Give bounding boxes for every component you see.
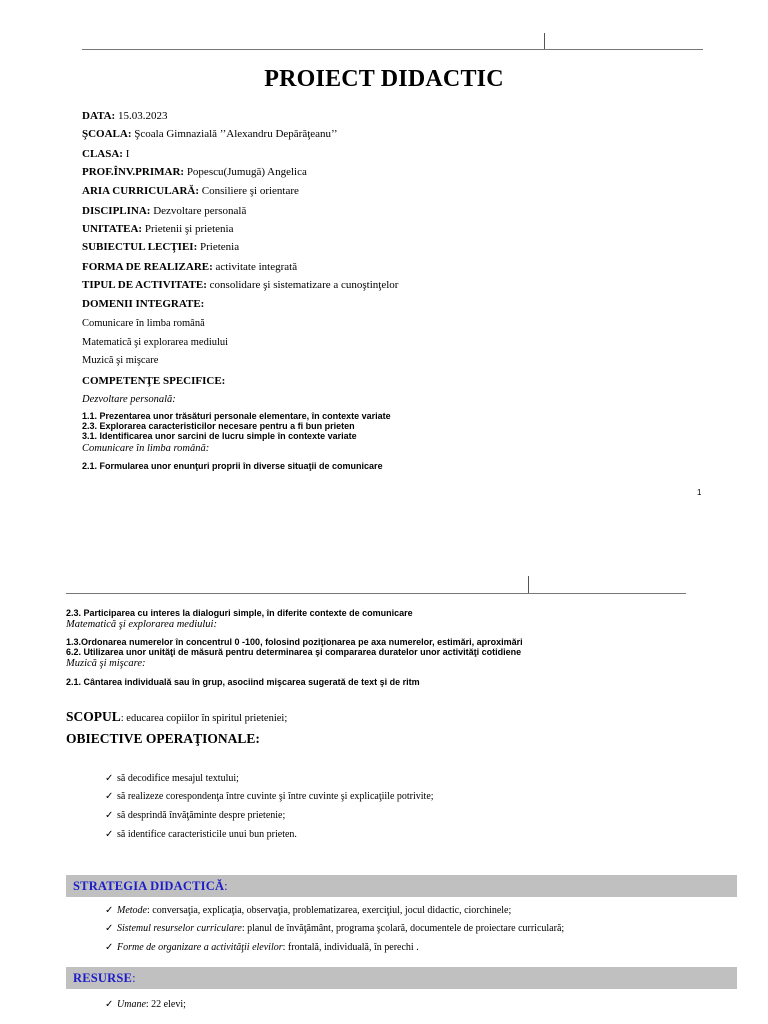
field-forma: [82, 260, 297, 274]
field-label: DATA:: [82, 110, 116, 122]
field-value: Prietenia: [197, 241, 240, 253]
check-icon: ✓: [105, 791, 114, 802]
field-label: DISCIPLINA:: [82, 205, 151, 217]
field-value: Popescu(Jumugă) Angelica: [184, 166, 307, 178]
list-item: [105, 809, 285, 822]
list-item-text: : conversaţia, explicaţia, observaţia, problematizarea, exerciţiul, jocul didactic, ciorchinele;: [147, 905, 512, 916]
list-item-label: Metode: [117, 905, 147, 916]
list-item-text: să identifice caracteristicile unui bun prieten.: [117, 829, 297, 840]
field-label: SUBIECTUL LECŢIEI:: [82, 241, 198, 253]
list-item: [105, 922, 564, 935]
field-value: Şcoala Gimnazială ’’Alexandru Depărăţeanu’’: [131, 128, 338, 140]
field-label: PROF.ÎNV.PRIMAR:: [82, 166, 185, 178]
field-value: activitate integrată: [212, 261, 298, 273]
field-value: 15.03.2023: [115, 110, 168, 122]
competente-heading-text: COMPETENŢE SPECIFICE:: [82, 375, 226, 387]
header-rule-tick: [544, 33, 545, 49]
resurse-heading-text: RESURSE: [73, 971, 133, 985]
strategia-colon: :: [224, 879, 228, 893]
field-label: CLASA:: [82, 148, 123, 160]
field-value: consolidare şi sistematizare a cunoştinţelor: [206, 279, 399, 291]
list-item: [105, 828, 297, 841]
list-item-text: să desprindă învăţăminte despre prietenie;: [117, 810, 286, 821]
list-item-text: : frontală, individuală, în perechi .: [282, 942, 419, 953]
domenii-heading-text: DOMENII INTEGRATE:: [82, 298, 205, 310]
field-label: ARIA CURRICULARĂ:: [82, 185, 200, 197]
resurse-heading: [73, 971, 136, 986]
competenta-item: 2.3. Explorarea caracteristicilor necesare pentru a fi bun prieten: [82, 421, 355, 431]
field-clasa: [82, 147, 129, 161]
competenta-item: 2.1. Formularea unor enunţuri proprii în diverse situaţii de comunicare: [82, 461, 383, 471]
field-aria: [82, 184, 299, 198]
header-rule-2: [66, 593, 686, 594]
subsection-label: Muzică şi mişcare:: [66, 658, 146, 669]
list-item-text: să decodifice mesajul textului;: [117, 773, 239, 784]
domenii-item: Comunicare în limba română: [82, 318, 205, 329]
domenii-item: Matematică şi explorarea mediului: [82, 337, 229, 348]
field-label: UNITATEA:: [82, 223, 143, 235]
competenta-item: 3.1. Identificarea unor sarcini de lucru simple în contexte variate: [82, 431, 357, 441]
list-item-text: : planul de învăţământ, programa şcolară, documentele de proiectare curriculară;: [241, 923, 565, 934]
check-icon: ✓: [105, 905, 114, 916]
resurse-colon: :: [132, 971, 136, 985]
check-icon: ✓: [105, 999, 114, 1010]
competente-heading: [82, 374, 225, 388]
list-item-label: Sistemul resurselor curriculare: [117, 923, 242, 934]
competenta-item: 2.3. Participarea cu interes la dialoguri simple, în diferite contexte de comunicare: [66, 608, 413, 618]
field-value: Prietenii şi prietenia: [142, 223, 234, 235]
subsection-label: Dezvoltare personală:: [82, 394, 176, 405]
header-rule: [82, 49, 703, 50]
field-disciplina: [82, 204, 246, 218]
page-number: 1: [697, 488, 702, 497]
scop-label: SCOPUL: [66, 709, 121, 724]
field-label: FORMA DE REALIZARE:: [82, 261, 213, 273]
field-tipul: [82, 278, 398, 292]
list-item-label: Forme de organizare a activităţii elevilor: [117, 942, 283, 953]
resurse-band: [66, 967, 737, 989]
check-icon: ✓: [105, 923, 114, 934]
list-item: [105, 772, 239, 785]
field-unitatea: [82, 222, 233, 236]
list-item-label: Umane: [117, 999, 146, 1010]
list-item-text: să realizeze corespondenţa între cuvinte şi între cuvinte şi explicaţiile potrivite;: [117, 791, 434, 802]
field-value: Consiliere şi orientare: [199, 185, 299, 197]
competenta-item: 1.3.Ordonarea numerelor în concentrul 0 -100, folosind poziţionarea pe axa numerelor, estimări, aproximări: [66, 637, 523, 647]
strategia-heading: [73, 879, 228, 894]
field-value: I: [122, 148, 130, 160]
domenii-item: Muzică şi mişcare: [82, 355, 159, 366]
competenta-item: 6.2. Utilizarea unor unităţi de măsură pentru determinarea şi compararea duratelor unor activităţi cotidiene: [66, 647, 522, 657]
scop-line: [66, 710, 287, 726]
strategia-band: [66, 875, 737, 897]
check-icon: ✓: [105, 810, 114, 821]
subsection-label: Matematică şi explorarea mediului:: [66, 619, 217, 630]
list-item-text: : 22 elevi;: [145, 999, 186, 1010]
field-subiect: [82, 240, 239, 254]
field-label: ŞCOALA:: [82, 128, 132, 140]
domenii-heading: [82, 297, 204, 311]
competenta-item: 2.1. Cântarea individuală sau în grup, asociind mişcarea sugerată de text şi de ritm: [66, 677, 420, 687]
field-data: [82, 109, 167, 123]
field-label: TIPUL DE ACTIVITATE:: [82, 279, 207, 291]
list-item: [105, 790, 434, 803]
field-scoala: [82, 127, 338, 141]
header-rule-tick-2: [528, 576, 529, 593]
scop-text: : educarea copiilor în spiritul prieteniei;: [120, 713, 288, 724]
list-item: [105, 998, 186, 1011]
obiective-heading-text: OBIECTIVE OPERAŢIONALE:: [66, 731, 260, 746]
competenta-item: 1.1. Prezentarea unor trăsături personale elementare, în contexte variate: [82, 411, 391, 421]
list-item: [105, 904, 511, 917]
check-icon: ✓: [105, 942, 114, 953]
strategia-heading-text: STRATEGIA DIDACTICĂ: [73, 879, 225, 893]
check-icon: ✓: [105, 829, 114, 840]
page-title: PROIECT DIDACTIC: [264, 66, 504, 92]
field-value: Dezvoltare personală: [150, 205, 247, 217]
check-icon: ✓: [105, 773, 114, 784]
obiective-heading: [66, 732, 260, 747]
subsection-label: Comunicare în limba română:: [82, 443, 210, 454]
field-prof: [82, 165, 307, 179]
list-item: [105, 941, 419, 954]
